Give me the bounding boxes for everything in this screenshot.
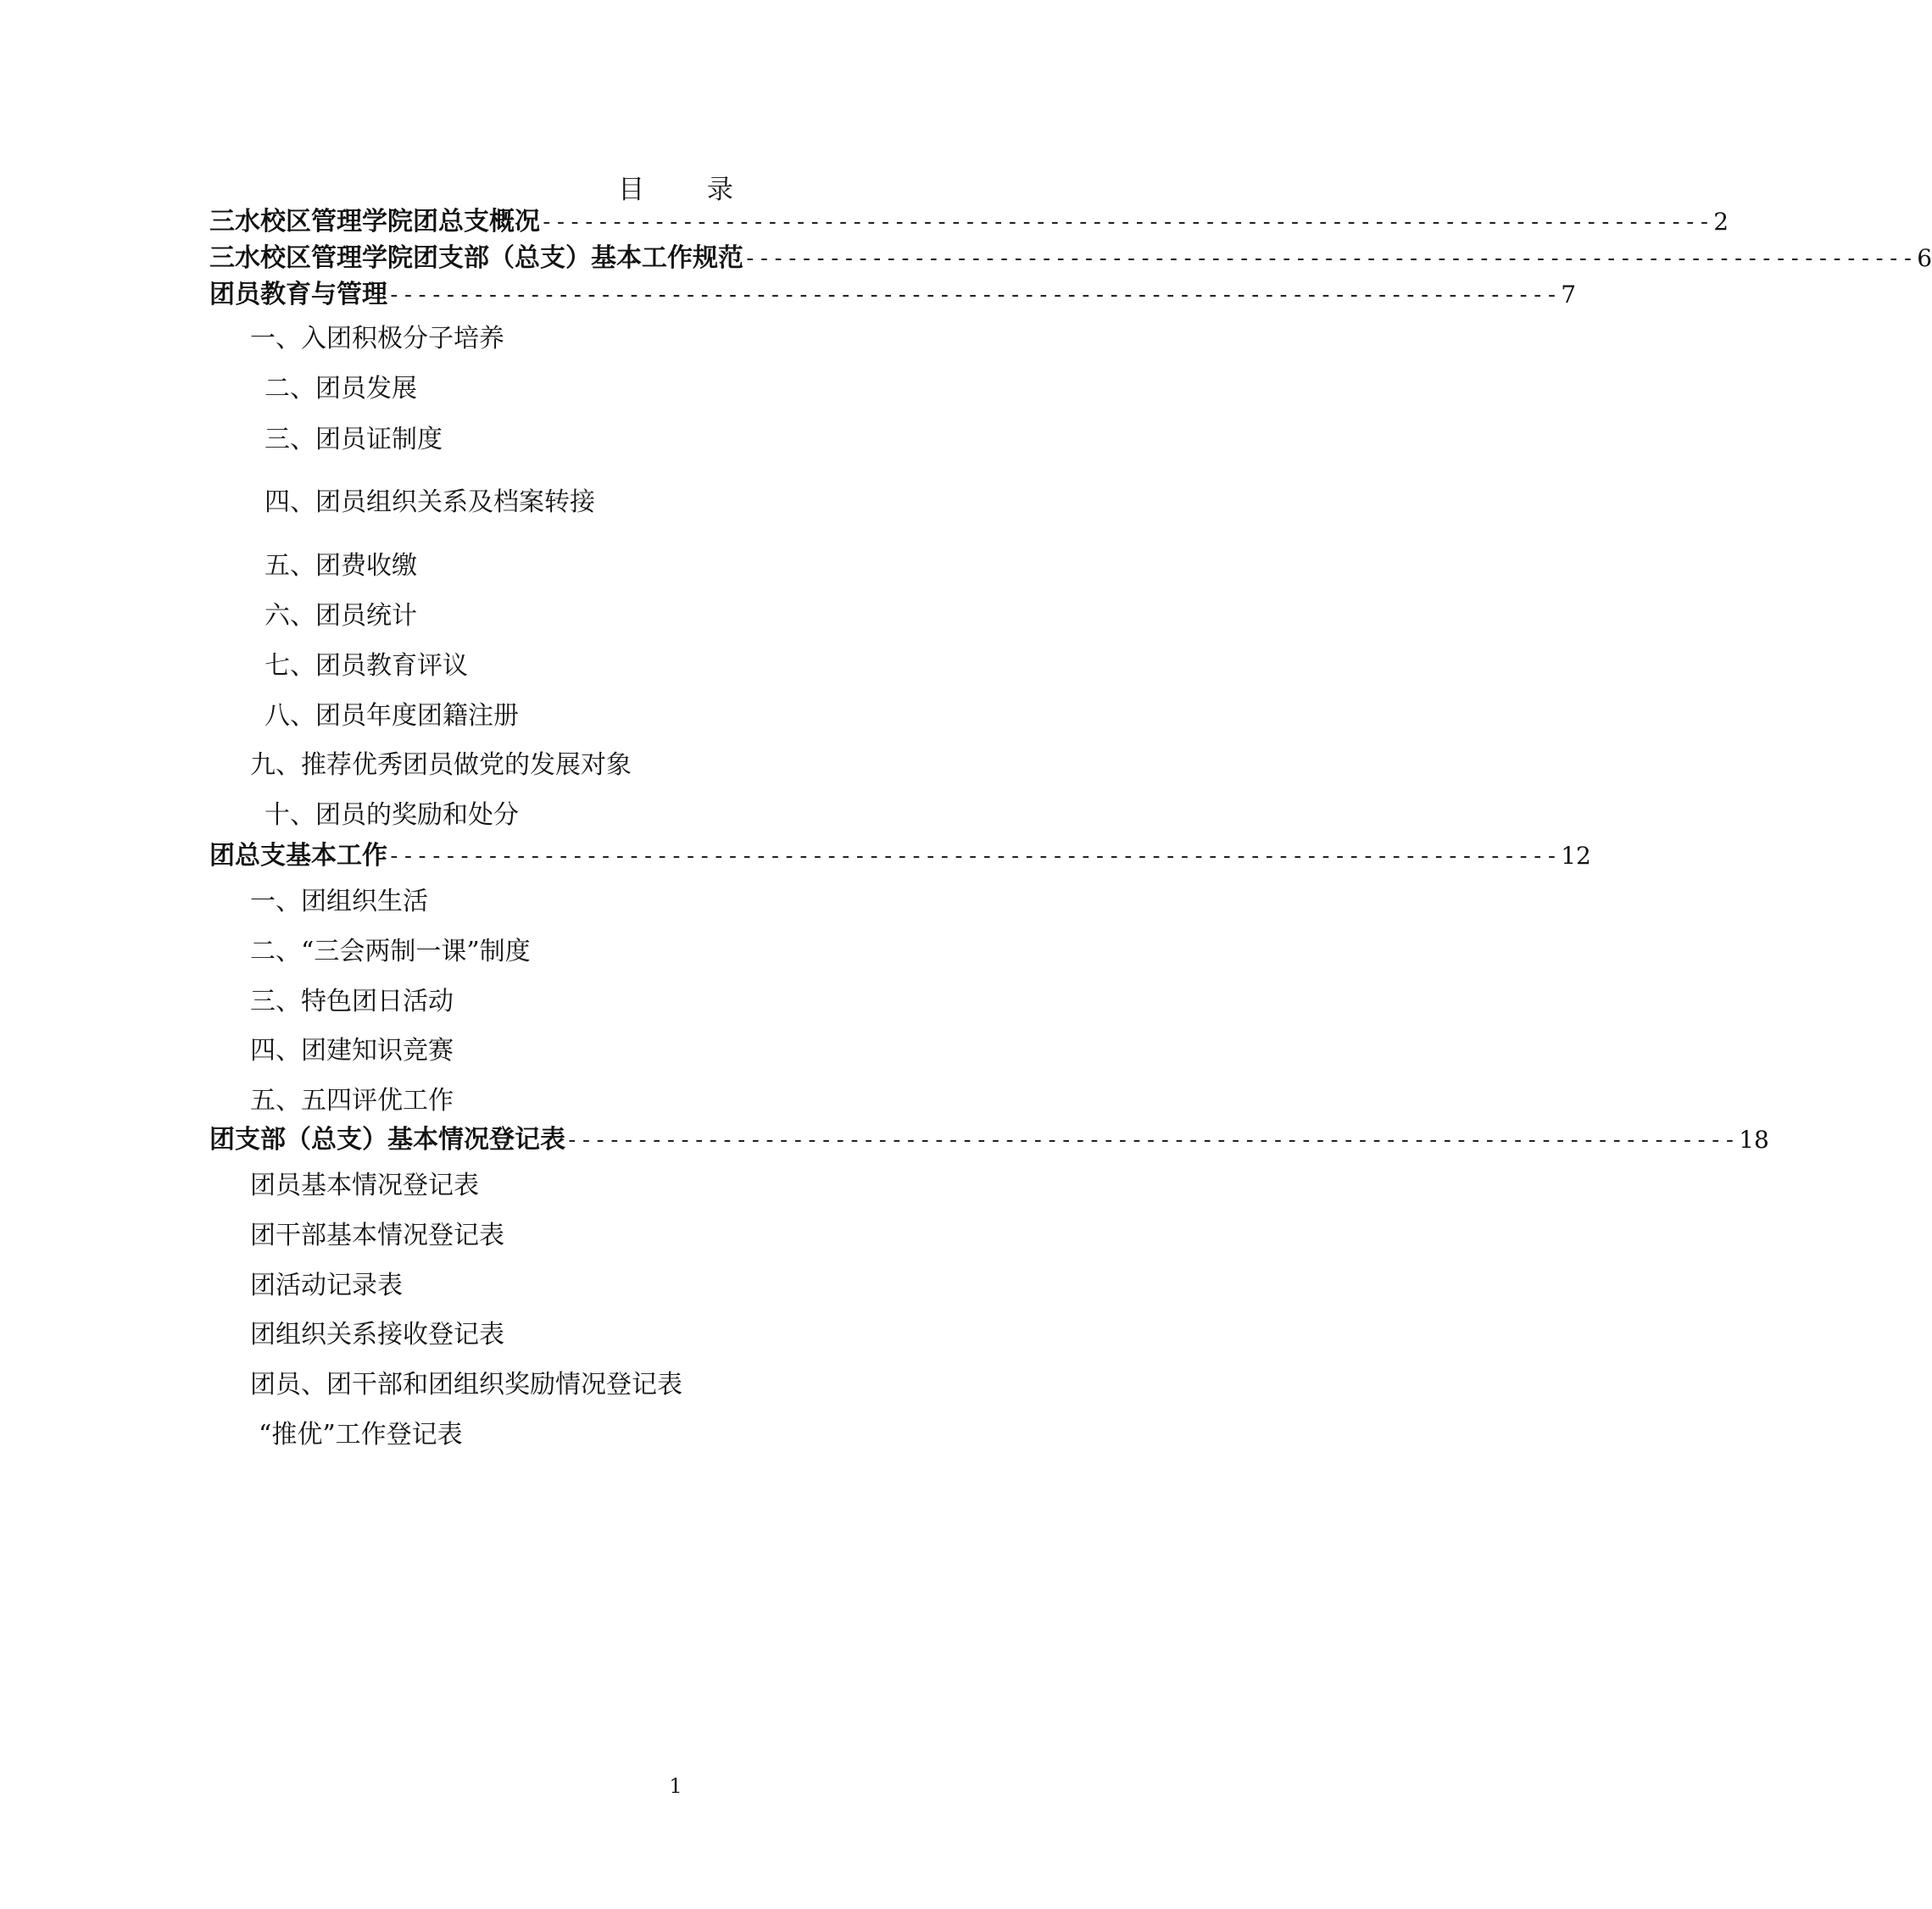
toc-subitem[interactable]: 二、团员发展 — [264, 374, 417, 404]
toc-entry-label: 三水校区管理学院团总支概况 — [209, 207, 540, 237]
toc-subitem[interactable]: 十、团员的奖励和处分 — [264, 800, 519, 830]
toc-subitem[interactable]: 三、特色团日活动 — [250, 987, 454, 1016]
toc-subitem[interactable]: 九、推荐优秀团员做党的发展对象 — [250, 750, 632, 780]
toc-subitem[interactable]: 五、团费收缴 — [264, 551, 417, 581]
toc-entry-4[interactable] — [209, 1121, 1769, 1159]
toc-subitem[interactable]: 团干部基本情况登记表 — [250, 1221, 504, 1250]
toc-subitem[interactable]: 团组织关系接收登记表 — [250, 1320, 504, 1350]
toc-subitem[interactable]: 一、入团积极分子培养 — [250, 324, 504, 353]
toc-leader: ----------------------------------------------------------------------------------- — [387, 843, 1560, 869]
toc-entry-3[interactable] — [209, 838, 1591, 875]
toc-leader: ----------------------------------------------------------------------------------- — [743, 246, 1916, 271]
toc-subitem[interactable]: 六、团员统计 — [264, 601, 417, 631]
toc-entry-1[interactable] — [209, 240, 1932, 277]
toc-subitem[interactable]: 五、五四评优工作 — [250, 1086, 454, 1116]
toc-subitem[interactable]: 二、“三会两制一课”制度 — [250, 937, 531, 966]
toc-entry-label: 团员教育与管理 — [209, 280, 387, 309]
toc-subitem[interactable]: 团活动记录表 — [250, 1271, 403, 1300]
toc-subitem[interactable]: 四、团员组织关系及档案转接 — [264, 487, 595, 517]
toc-leader: ----------------------------------------------------------------------------------- — [540, 209, 1712, 235]
toc-subitem[interactable]: 团员基本情况登记表 — [250, 1171, 479, 1200]
toc-subitem[interactable]: 七、团员教育评议 — [264, 651, 468, 681]
page-number: 1 — [669, 1774, 682, 1798]
toc-entry-page: 6 — [1917, 244, 1932, 272]
toc-entry-2[interactable] — [209, 276, 1577, 314]
toc-subitem[interactable]: 三、团员证制度 — [264, 425, 443, 454]
toc-subitem[interactable]: 一、团组织生活 — [250, 887, 428, 916]
toc-leader: ----------------------------------------------------------------------------------- — [387, 282, 1560, 308]
toc-subitem[interactable]: 四、团建知识竞赛 — [250, 1036, 454, 1066]
toc-entry-label: 团支部（总支）基本情况登记表 — [209, 1125, 565, 1155]
toc-entry-label: 三水校区管理学院团支部（总支）基本工作规范 — [209, 243, 743, 273]
toc-entry-page: 18 — [1739, 1126, 1769, 1154]
toc-title: 目 录 — [618, 175, 760, 205]
toc-leader: ----------------------------------------------------------------------------------- — [565, 1127, 1738, 1153]
toc-entry-page: 12 — [1561, 842, 1591, 870]
toc-subitem[interactable]: “推优”工作登记表 — [259, 1420, 463, 1450]
toc-entry-0[interactable] — [209, 203, 1729, 241]
toc-subitem[interactable]: 八、团员年度团籍注册 — [264, 701, 519, 731]
toc-subitem[interactable]: 团员、团干部和团组织奖励情况登记表 — [250, 1370, 682, 1400]
toc-entry-label: 团总支基本工作 — [209, 841, 387, 871]
toc-entry-page: 7 — [1561, 281, 1577, 309]
toc-entry-page: 2 — [1713, 208, 1729, 236]
